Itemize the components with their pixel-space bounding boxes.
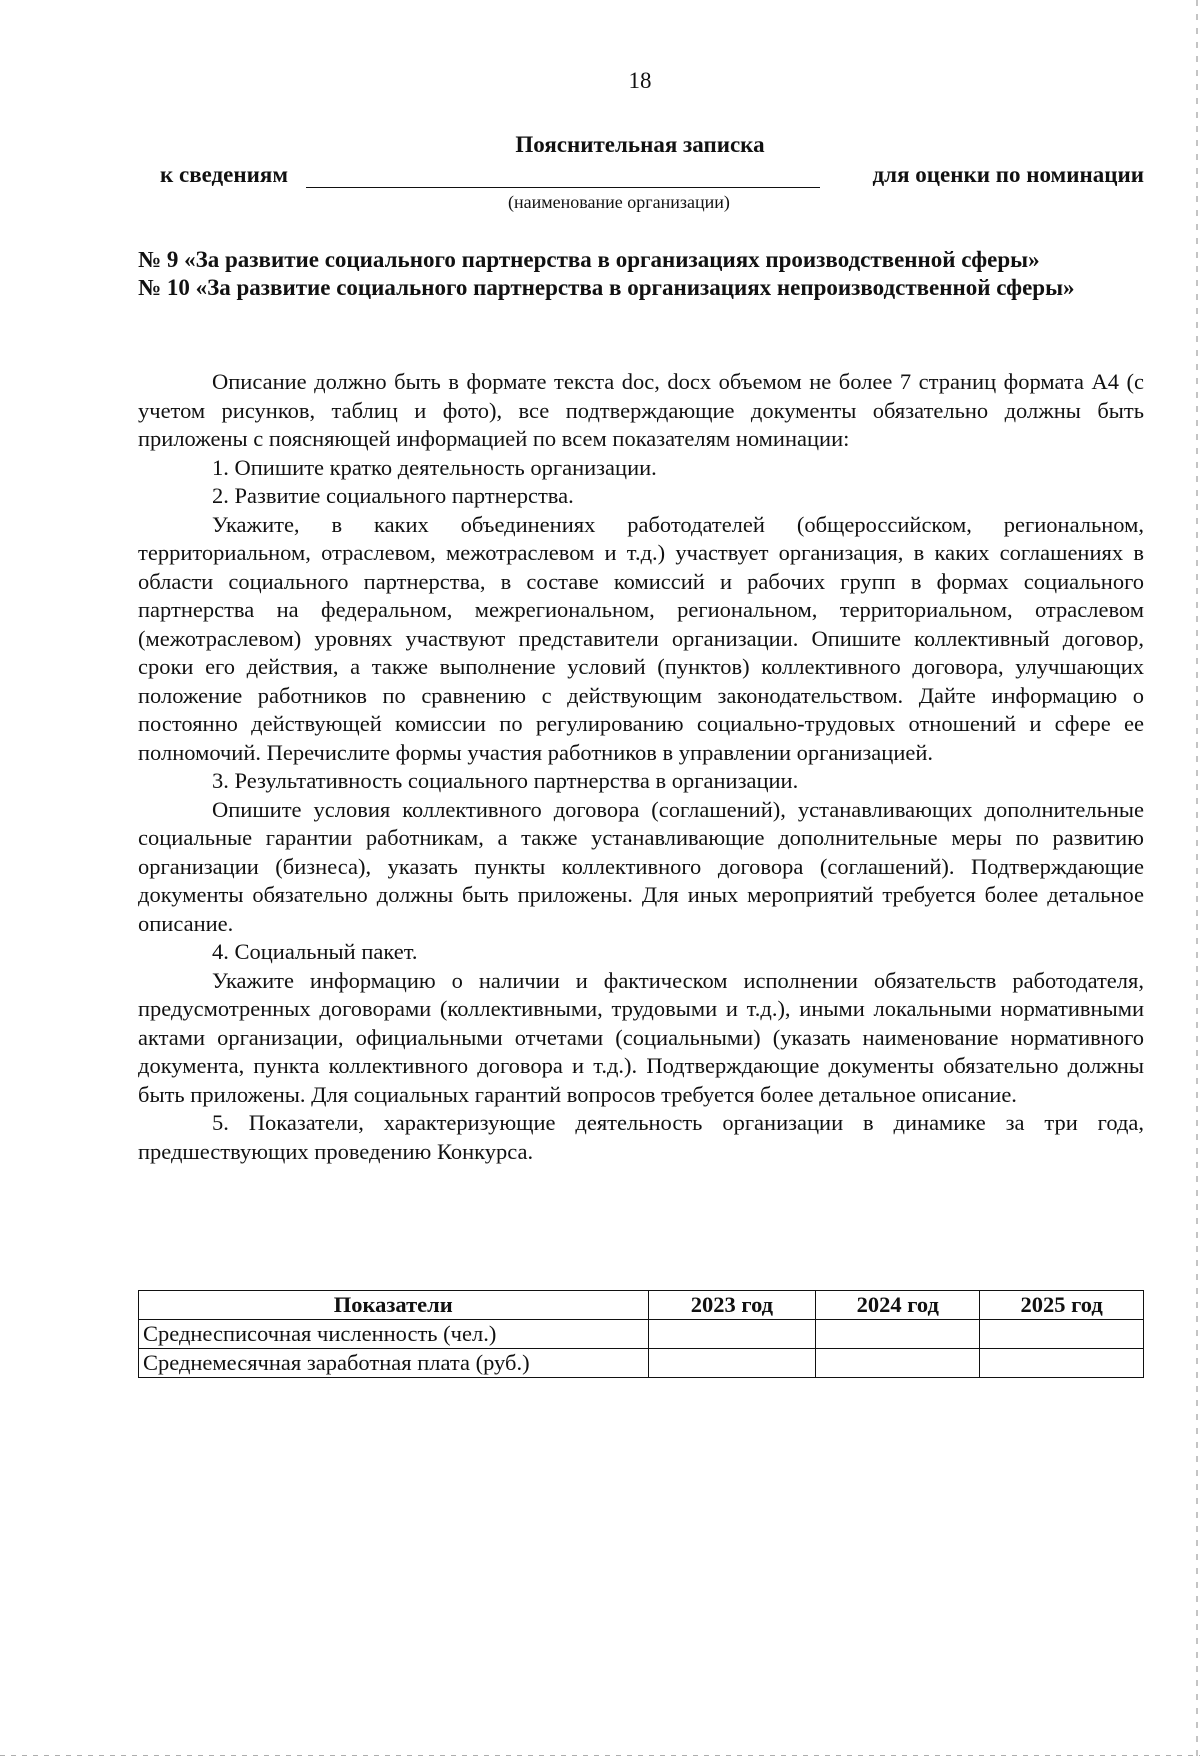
table-row (139, 1320, 1144, 1349)
table-row (139, 1349, 1144, 1378)
table-cell (648, 1320, 816, 1349)
nomination-10: № 10 «За развитие социального партнерства в организациях непроизводственной сферы» (138, 275, 1075, 300)
table-header-cell: 2023 год (648, 1291, 816, 1320)
table-header-cell: Показатели (139, 1291, 649, 1320)
paragraph: 3. Результативность социального партнерства в организации. (212, 768, 799, 793)
page-number: 18 (628, 68, 652, 93)
indicators-table (138, 1290, 1144, 1378)
organization-line-suffix: для оценки по номинации (872, 162, 1144, 187)
table-cell (816, 1349, 980, 1378)
document-title: Пояснительная записка (515, 132, 765, 157)
organization-line (160, 162, 1144, 192)
table-cell (980, 1349, 1144, 1378)
paragraph: Описание должно быть в формате текста doc, docx объемом не более 7 страниц формата А4 (с учетом рисунков, таблиц и фото), все подтверждающие документы обязательно должны быть приложены с поясняющей информацией по всем показателям номинации: (138, 369, 1144, 451)
paragraph: 4. Социальный пакет. (212, 939, 418, 964)
paragraph: Опишите условия коллективного договора (соглашений), устанавливающих дополнительные социальные гарантии работникам, а также устанавливающие дополнительные меры по развитию организации (бизнеса), указать пункты коллективного договора (соглашений). Подтверждающие документы обязательно должны быть приложены. Для иных мероприятий требуется более детальное описание. (138, 796, 1144, 936)
organization-name-hint: (наименование организации) (508, 192, 730, 212)
table-header-cell: 2025 год (980, 1291, 1144, 1320)
body-text (138, 368, 1144, 1166)
table-header-cell: 2024 год (816, 1291, 980, 1320)
paragraph: 1. Опишите кратко деятельность организации. (212, 454, 657, 480)
paragraph: Укажите информацию о наличии и фактическом исполнении обязательств работодателя, предусмотренных договорами (коллективными, трудовыми и т.д.), иными локальными нормативными актами организации, официальными отчетами (социальными) (указать наименование нормативного документа, пункта коллективного договора и т.д.). Подтверждающие документы обязательно должны быть приложены. Для социальных гарантий вопросов требуется более детальное описание. (138, 967, 1144, 1107)
nomination-9: № 9 «За развитие социального партнерства в организациях производственной сферы» (138, 247, 1040, 272)
table-cell (648, 1349, 816, 1378)
paragraph: Укажите, в каких объединениях работодателей (общероссийском, региональном, территориальном, отраслевом, межотраслевом и т.д.) участвует организация, в каких соглашениях в области социального партнерства, в составе комиссий и рабочих групп в формах социального партнерства на федеральном, межрегиональном, региональном, территориальном, отраслевом (межотраслевом) уровнях участвуют представители организации. Опишите коллективный договор, сроки его действия, а также выполнение условий (пунктов) коллективного договора, улучшающих положение работников по сравнению с действующим законодательством. Дайте информацию о постоянно действующей комиссии по регулированию социально-трудовых отношений и сфере ее полномочий. Перечислите формы участия работников в управлении организацией. (138, 511, 1144, 765)
table-header-row (139, 1291, 1144, 1320)
scan-bottom-artifact (0, 1755, 1200, 1756)
paragraph: 2. Развитие социального партнерства. (212, 483, 574, 508)
paragraph: 5. Показатели, характеризующие деятельность организации в динамике за три года, предшествующих проведению Конкурса. (138, 1110, 1144, 1164)
organization-name-blank (306, 187, 820, 188)
organization-line-prefix: к сведениям (160, 162, 288, 187)
table-cell: Среднесписочная численность (чел.) (139, 1320, 649, 1349)
table-cell: Среднемесячная заработная плата (руб.) (139, 1349, 649, 1378)
scan-edge-artifact (1196, 0, 1198, 1760)
table-cell (816, 1320, 980, 1349)
indicators-table-wrap (138, 1290, 1144, 1378)
table-cell (980, 1320, 1144, 1349)
